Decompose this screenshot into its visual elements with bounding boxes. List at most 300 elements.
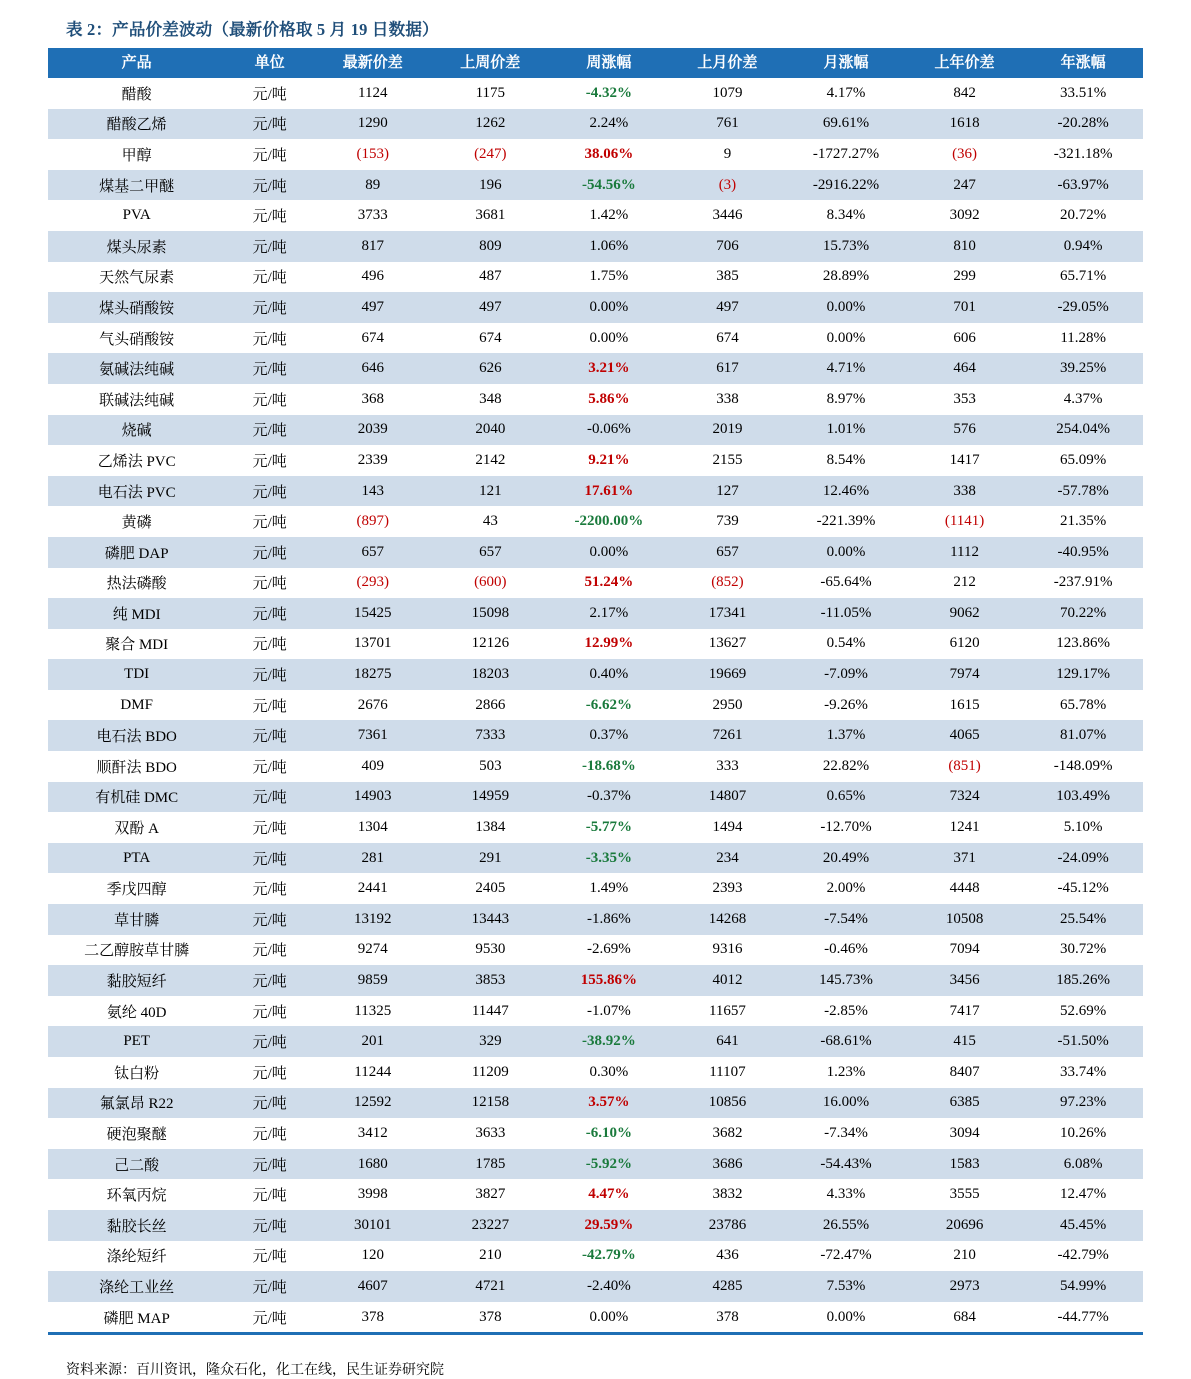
cell-last-week-spread: 121: [432, 476, 550, 507]
cell-weekly-change: -6.62%: [549, 690, 669, 721]
cell-latest-spread: 3412: [314, 1118, 432, 1149]
cell-monthly-change: -11.05%: [786, 598, 906, 629]
cell-latest-spread: 2039: [314, 415, 432, 446]
cell-last-month-spread: 3446: [669, 200, 787, 231]
cell-yearly-change: 185.26%: [1023, 965, 1143, 996]
cell-unit: 元/吨: [225, 568, 314, 599]
cell-monthly-change: 8.54%: [786, 445, 906, 476]
cell-last-week-spread: 1175: [432, 78, 550, 109]
cell-unit: 元/吨: [225, 843, 314, 874]
cell-product: 天然气尿素: [48, 262, 225, 293]
cell-last-week-spread: 12158: [432, 1088, 550, 1119]
cell-last-month-spread: 385: [669, 262, 787, 293]
cell-last-month-spread: 436: [669, 1241, 787, 1272]
cell-monthly-change: 7.53%: [786, 1271, 906, 1302]
cell-last-year-spread: (851): [906, 751, 1024, 782]
cell-unit: 元/吨: [225, 353, 314, 384]
table-row: [48, 506, 1143, 537]
table-row: [48, 1026, 1143, 1057]
cell-product: 有机硅 DMC: [48, 782, 225, 813]
table-row: [48, 720, 1143, 751]
table-row: [48, 384, 1143, 415]
cell-yearly-change: -40.95%: [1023, 537, 1143, 568]
cell-last-week-spread: 674: [432, 323, 550, 354]
cell-yearly-change: 25.54%: [1023, 904, 1143, 935]
cell-weekly-change: -4.32%: [549, 78, 669, 109]
table-row: [48, 1271, 1143, 1302]
cell-yearly-change: 65.71%: [1023, 262, 1143, 293]
cell-last-year-spread: 3555: [906, 1179, 1024, 1210]
cell-last-month-spread: 11657: [669, 996, 787, 1027]
cell-weekly-change: -2.69%: [549, 935, 669, 966]
table-row: [48, 935, 1143, 966]
cell-last-week-spread: 291: [432, 843, 550, 874]
cell-last-month-spread: 2950: [669, 690, 787, 721]
cell-latest-spread: 13701: [314, 629, 432, 660]
cell-last-year-spread: 8407: [906, 1057, 1024, 1088]
cell-unit: 元/吨: [225, 659, 314, 690]
cell-latest-spread: 143: [314, 476, 432, 507]
cell-weekly-change: -3.35%: [549, 843, 669, 874]
cell-unit: 元/吨: [225, 1088, 314, 1119]
cell-product: 己二酸: [48, 1149, 225, 1180]
cell-monthly-change: 12.46%: [786, 476, 906, 507]
cell-last-month-spread: (3): [669, 170, 787, 201]
cell-last-year-spread: 3092: [906, 200, 1024, 231]
cell-unit: 元/吨: [225, 1057, 314, 1088]
column-header-last-week-spread: 上周价差: [432, 48, 550, 78]
cell-last-week-spread: 2040: [432, 415, 550, 446]
cell-latest-spread: 2339: [314, 445, 432, 476]
table-row: [48, 353, 1143, 384]
table-row: [48, 1149, 1143, 1180]
cell-last-year-spread: 299: [906, 262, 1024, 293]
cell-latest-spread: 201: [314, 1026, 432, 1057]
cell-yearly-change: -45.12%: [1023, 873, 1143, 904]
cell-last-week-spread: 2142: [432, 445, 550, 476]
cell-weekly-change: 3.21%: [549, 353, 669, 384]
cell-latest-spread: 409: [314, 751, 432, 782]
cell-latest-spread: 13192: [314, 904, 432, 935]
cell-yearly-change: 21.35%: [1023, 506, 1143, 537]
cell-monthly-change: 0.00%: [786, 1302, 906, 1333]
cell-product: 煤基二甲醚: [48, 170, 225, 201]
cell-last-month-spread: 17341: [669, 598, 787, 629]
cell-last-week-spread: 43: [432, 506, 550, 537]
cell-latest-spread: 496: [314, 262, 432, 293]
cell-last-year-spread: 1112: [906, 537, 1024, 568]
table-row: [48, 1210, 1143, 1241]
cell-last-year-spread: 4448: [906, 873, 1024, 904]
cell-product: 季戊四醇: [48, 873, 225, 904]
cell-product: 涤纶工业丝: [48, 1271, 225, 1302]
cell-unit: 元/吨: [225, 782, 314, 813]
table-row: [48, 1241, 1143, 1272]
cell-weekly-change: -42.79%: [549, 1241, 669, 1272]
cell-weekly-change: -0.06%: [549, 415, 669, 446]
cell-latest-spread: 15425: [314, 598, 432, 629]
cell-product: 磷肥 DAP: [48, 537, 225, 568]
table-row: [48, 231, 1143, 262]
cell-last-week-spread: 18203: [432, 659, 550, 690]
cell-unit: 元/吨: [225, 1179, 314, 1210]
cell-last-month-spread: 1494: [669, 812, 787, 843]
cell-last-week-spread: 4721: [432, 1271, 550, 1302]
table-row: [48, 690, 1143, 721]
cell-product: 醋酸乙烯: [48, 109, 225, 140]
cell-monthly-change: -72.47%: [786, 1241, 906, 1272]
table-row: [48, 170, 1143, 201]
cell-unit: 元/吨: [225, 78, 314, 109]
table-body: [48, 78, 1143, 1332]
cell-weekly-change: 0.00%: [549, 1302, 669, 1333]
cell-latest-spread: 1680: [314, 1149, 432, 1180]
cell-monthly-change: 0.00%: [786, 537, 906, 568]
cell-latest-spread: 646: [314, 353, 432, 384]
cell-last-month-spread: 497: [669, 292, 787, 323]
cell-monthly-change: 4.33%: [786, 1179, 906, 1210]
cell-yearly-change: 54.99%: [1023, 1271, 1143, 1302]
cell-last-year-spread: 7974: [906, 659, 1024, 690]
cell-latest-spread: 281: [314, 843, 432, 874]
cell-weekly-change: 0.30%: [549, 1057, 669, 1088]
column-header-product: 产品: [48, 48, 225, 78]
cell-last-month-spread: 9316: [669, 935, 787, 966]
cell-latest-spread: 9274: [314, 935, 432, 966]
cell-last-month-spread: 234: [669, 843, 787, 874]
cell-product: 甲醇: [48, 139, 225, 170]
cell-monthly-change: 8.34%: [786, 200, 906, 231]
cell-monthly-change: 0.65%: [786, 782, 906, 813]
cell-product: 电石法 BDO: [48, 720, 225, 751]
cell-weekly-change: 38.06%: [549, 139, 669, 170]
cell-product: 环氧丙烷: [48, 1179, 225, 1210]
table-row: [48, 1118, 1143, 1149]
cell-yearly-change: -237.91%: [1023, 568, 1143, 599]
cell-last-month-spread: 9: [669, 139, 787, 170]
cell-last-week-spread: 3633: [432, 1118, 550, 1149]
cell-monthly-change: -68.61%: [786, 1026, 906, 1057]
cell-unit: 元/吨: [225, 598, 314, 629]
cell-unit: 元/吨: [225, 415, 314, 446]
cell-last-week-spread: 196: [432, 170, 550, 201]
cell-monthly-change: -7.09%: [786, 659, 906, 690]
cell-last-month-spread: 3832: [669, 1179, 787, 1210]
cell-yearly-change: 33.51%: [1023, 78, 1143, 109]
cell-unit: 元/吨: [225, 812, 314, 843]
cell-weekly-change: -54.56%: [549, 170, 669, 201]
cell-weekly-change: -18.68%: [549, 751, 669, 782]
table-row: [48, 139, 1143, 170]
cell-unit: 元/吨: [225, 629, 314, 660]
cell-weekly-change: 0.00%: [549, 323, 669, 354]
cell-weekly-change: 1.49%: [549, 873, 669, 904]
cell-product: 醋酸: [48, 78, 225, 109]
cell-yearly-change: -42.79%: [1023, 1241, 1143, 1272]
cell-yearly-change: -29.05%: [1023, 292, 1143, 323]
cell-last-year-spread: (1141): [906, 506, 1024, 537]
cell-monthly-change: 16.00%: [786, 1088, 906, 1119]
cell-weekly-change: -5.92%: [549, 1149, 669, 1180]
cell-monthly-change: -2.85%: [786, 996, 906, 1027]
cell-last-year-spread: 684: [906, 1302, 1024, 1333]
cell-product: 双酚 A: [48, 812, 225, 843]
cell-yearly-change: -44.77%: [1023, 1302, 1143, 1333]
cell-weekly-change: 17.61%: [549, 476, 669, 507]
cell-last-year-spread: 576: [906, 415, 1024, 446]
cell-weekly-change: 3.57%: [549, 1088, 669, 1119]
cell-last-month-spread: 657: [669, 537, 787, 568]
cell-yearly-change: 129.17%: [1023, 659, 1143, 690]
cell-product: 磷肥 MAP: [48, 1302, 225, 1333]
cell-last-year-spread: 353: [906, 384, 1024, 415]
cell-last-year-spread: 210: [906, 1241, 1024, 1272]
cell-latest-spread: 89: [314, 170, 432, 201]
cell-monthly-change: 0.00%: [786, 323, 906, 354]
cell-unit: 元/吨: [225, 537, 314, 568]
cell-unit: 元/吨: [225, 965, 314, 996]
table-row: [48, 109, 1143, 140]
cell-latest-spread: 817: [314, 231, 432, 262]
table-row: [48, 904, 1143, 935]
cell-last-week-spread: 1262: [432, 109, 550, 140]
cell-product: 煤头尿素: [48, 231, 225, 262]
cell-unit: 元/吨: [225, 1210, 314, 1241]
cell-last-year-spread: 1618: [906, 109, 1024, 140]
cell-monthly-change: 69.61%: [786, 109, 906, 140]
cell-latest-spread: 7361: [314, 720, 432, 751]
cell-latest-spread: (153): [314, 139, 432, 170]
cell-unit: 元/吨: [225, 200, 314, 231]
cell-last-month-spread: 617: [669, 353, 787, 384]
cell-latest-spread: 2441: [314, 873, 432, 904]
cell-unit: 元/吨: [225, 935, 314, 966]
cell-monthly-change: 4.71%: [786, 353, 906, 384]
cell-weekly-change: -2.40%: [549, 1271, 669, 1302]
cell-unit: 元/吨: [225, 231, 314, 262]
cell-last-month-spread: 761: [669, 109, 787, 140]
table-row: [48, 782, 1143, 813]
cell-monthly-change: 0.54%: [786, 629, 906, 660]
cell-last-month-spread: 674: [669, 323, 787, 354]
cell-last-week-spread: 348: [432, 384, 550, 415]
cell-last-year-spread: 6120: [906, 629, 1024, 660]
table-header: [48, 48, 1143, 78]
table-row: [48, 812, 1143, 843]
cell-last-year-spread: 9062: [906, 598, 1024, 629]
cell-monthly-change: -1727.27%: [786, 139, 906, 170]
cell-last-year-spread: 701: [906, 292, 1024, 323]
cell-last-year-spread: 3094: [906, 1118, 1024, 1149]
cell-product: 涤纶短纤: [48, 1241, 225, 1272]
cell-latest-spread: 30101: [314, 1210, 432, 1241]
cell-unit: 元/吨: [225, 1241, 314, 1272]
cell-yearly-change: 65.78%: [1023, 690, 1143, 721]
cell-latest-spread: 4607: [314, 1271, 432, 1302]
cell-monthly-change: -221.39%: [786, 506, 906, 537]
table-row: [48, 1179, 1143, 1210]
cell-product: 氟氯昂 R22: [48, 1088, 225, 1119]
cell-monthly-change: 4.17%: [786, 78, 906, 109]
cell-last-week-spread: 3681: [432, 200, 550, 231]
cell-latest-spread: 497: [314, 292, 432, 323]
cell-last-year-spread: 10508: [906, 904, 1024, 935]
cell-last-week-spread: 1384: [432, 812, 550, 843]
cell-yearly-change: 0.94%: [1023, 231, 1143, 262]
cell-last-week-spread: 809: [432, 231, 550, 262]
cell-last-week-spread: (600): [432, 568, 550, 599]
cell-last-month-spread: 127: [669, 476, 787, 507]
cell-weekly-change: 1.42%: [549, 200, 669, 231]
cell-last-month-spread: 23786: [669, 1210, 787, 1241]
cell-last-year-spread: 1583: [906, 1149, 1024, 1180]
cell-weekly-change: 9.21%: [549, 445, 669, 476]
table-row: [48, 843, 1143, 874]
cell-monthly-change: -12.70%: [786, 812, 906, 843]
table-row: [48, 965, 1143, 996]
cell-weekly-change: -6.10%: [549, 1118, 669, 1149]
cell-monthly-change: -65.64%: [786, 568, 906, 599]
cell-monthly-change: 1.01%: [786, 415, 906, 446]
cell-yearly-change: -321.18%: [1023, 139, 1143, 170]
cell-last-month-spread: 4012: [669, 965, 787, 996]
cell-last-year-spread: 2973: [906, 1271, 1024, 1302]
cell-product: 二乙醇胺草甘膦: [48, 935, 225, 966]
cell-latest-spread: 1304: [314, 812, 432, 843]
cell-yearly-change: 11.28%: [1023, 323, 1143, 354]
cell-last-year-spread: 4065: [906, 720, 1024, 751]
cell-product: 乙烯法 PVC: [48, 445, 225, 476]
cell-yearly-change: -24.09%: [1023, 843, 1143, 874]
cell-unit: 元/吨: [225, 170, 314, 201]
cell-last-week-spread: 13443: [432, 904, 550, 935]
cell-latest-spread: 11244: [314, 1057, 432, 1088]
cell-product: 顺酐法 BDO: [48, 751, 225, 782]
cell-yearly-change: -51.50%: [1023, 1026, 1143, 1057]
cell-latest-spread: 3733: [314, 200, 432, 231]
cell-weekly-change: -2200.00%: [549, 506, 669, 537]
cell-weekly-change: -38.92%: [549, 1026, 669, 1057]
cell-unit: 元/吨: [225, 720, 314, 751]
table-row: [48, 537, 1143, 568]
cell-last-year-spread: 371: [906, 843, 1024, 874]
cell-latest-spread: 120: [314, 1241, 432, 1272]
column-header-latest-spread: 最新价差: [314, 48, 432, 78]
cell-product: 钛白粉: [48, 1057, 225, 1088]
cell-last-year-spread: 7094: [906, 935, 1024, 966]
cell-last-week-spread: 2405: [432, 873, 550, 904]
cell-weekly-change: 4.47%: [549, 1179, 669, 1210]
cell-yearly-change: 52.69%: [1023, 996, 1143, 1027]
table-bottom-rule: [48, 1332, 1143, 1335]
column-header-last-year-spread: 上年价差: [906, 48, 1024, 78]
cell-unit: 元/吨: [225, 323, 314, 354]
cell-weekly-change: 51.24%: [549, 568, 669, 599]
cell-yearly-change: 45.45%: [1023, 1210, 1143, 1241]
cell-latest-spread: 2676: [314, 690, 432, 721]
cell-last-week-spread: 7333: [432, 720, 550, 751]
cell-weekly-change: -1.07%: [549, 996, 669, 1027]
cell-last-week-spread: 9530: [432, 935, 550, 966]
cell-last-year-spread: 1417: [906, 445, 1024, 476]
cell-last-week-spread: 487: [432, 262, 550, 293]
table-row: [48, 1057, 1143, 1088]
cell-monthly-change: 15.73%: [786, 231, 906, 262]
cell-yearly-change: 20.72%: [1023, 200, 1143, 231]
cell-monthly-change: 1.37%: [786, 720, 906, 751]
cell-unit: 元/吨: [225, 445, 314, 476]
cell-yearly-change: 97.23%: [1023, 1088, 1143, 1119]
cell-yearly-change: 10.26%: [1023, 1118, 1143, 1149]
cell-product: 草甘膦: [48, 904, 225, 935]
cell-yearly-change: 5.10%: [1023, 812, 1143, 843]
cell-yearly-change: 6.08%: [1023, 1149, 1143, 1180]
cell-last-year-spread: 810: [906, 231, 1024, 262]
table-title: 表 2：产品价差波动（最新价格取 5 月 19 日数据）: [66, 20, 439, 39]
cell-last-week-spread: 3853: [432, 965, 550, 996]
cell-last-month-spread: 13627: [669, 629, 787, 660]
cell-yearly-change: -57.78%: [1023, 476, 1143, 507]
cell-unit: 元/吨: [225, 1118, 314, 1149]
cell-last-month-spread: (852): [669, 568, 787, 599]
cell-unit: 元/吨: [225, 1302, 314, 1333]
cell-last-year-spread: (36): [906, 139, 1024, 170]
cell-product: PTA: [48, 843, 225, 874]
cell-monthly-change: 28.89%: [786, 262, 906, 293]
table-row: [48, 568, 1143, 599]
cell-weekly-change: 0.00%: [549, 537, 669, 568]
cell-monthly-change: 0.00%: [786, 292, 906, 323]
cell-monthly-change: 145.73%: [786, 965, 906, 996]
cell-last-month-spread: 4285: [669, 1271, 787, 1302]
cell-last-month-spread: 3682: [669, 1118, 787, 1149]
cell-product: 聚合 MDI: [48, 629, 225, 660]
cell-product: 纯 MDI: [48, 598, 225, 629]
cell-unit: 元/吨: [225, 690, 314, 721]
cell-product: 黏胶长丝: [48, 1210, 225, 1241]
cell-last-week-spread: 329: [432, 1026, 550, 1057]
table-row: [48, 751, 1143, 782]
cell-weekly-change: -1.86%: [549, 904, 669, 935]
cell-last-month-spread: 14807: [669, 782, 787, 813]
cell-latest-spread: (293): [314, 568, 432, 599]
cell-last-month-spread: 338: [669, 384, 787, 415]
cell-weekly-change: 5.86%: [549, 384, 669, 415]
table-row: [48, 292, 1143, 323]
cell-last-month-spread: 7261: [669, 720, 787, 751]
cell-weekly-change: 1.06%: [549, 231, 669, 262]
column-header-yearly-change: 年涨幅: [1023, 48, 1143, 78]
cell-last-month-spread: 19669: [669, 659, 787, 690]
cell-last-month-spread: 2155: [669, 445, 787, 476]
cell-last-week-spread: 14959: [432, 782, 550, 813]
cell-last-year-spread: 6385: [906, 1088, 1024, 1119]
table-row: [48, 262, 1143, 293]
cell-last-year-spread: 606: [906, 323, 1024, 354]
table-row: [48, 629, 1143, 660]
cell-monthly-change: 8.97%: [786, 384, 906, 415]
cell-product: 黏胶短纤: [48, 965, 225, 996]
cell-latest-spread: 1290: [314, 109, 432, 140]
cell-last-week-spread: 11447: [432, 996, 550, 1027]
cell-latest-spread: 657: [314, 537, 432, 568]
cell-latest-spread: 14903: [314, 782, 432, 813]
cell-weekly-change: 0.40%: [549, 659, 669, 690]
cell-unit: 元/吨: [225, 996, 314, 1027]
table-row: [48, 659, 1143, 690]
cell-last-week-spread: 378: [432, 1302, 550, 1333]
cell-last-year-spread: 7417: [906, 996, 1024, 1027]
